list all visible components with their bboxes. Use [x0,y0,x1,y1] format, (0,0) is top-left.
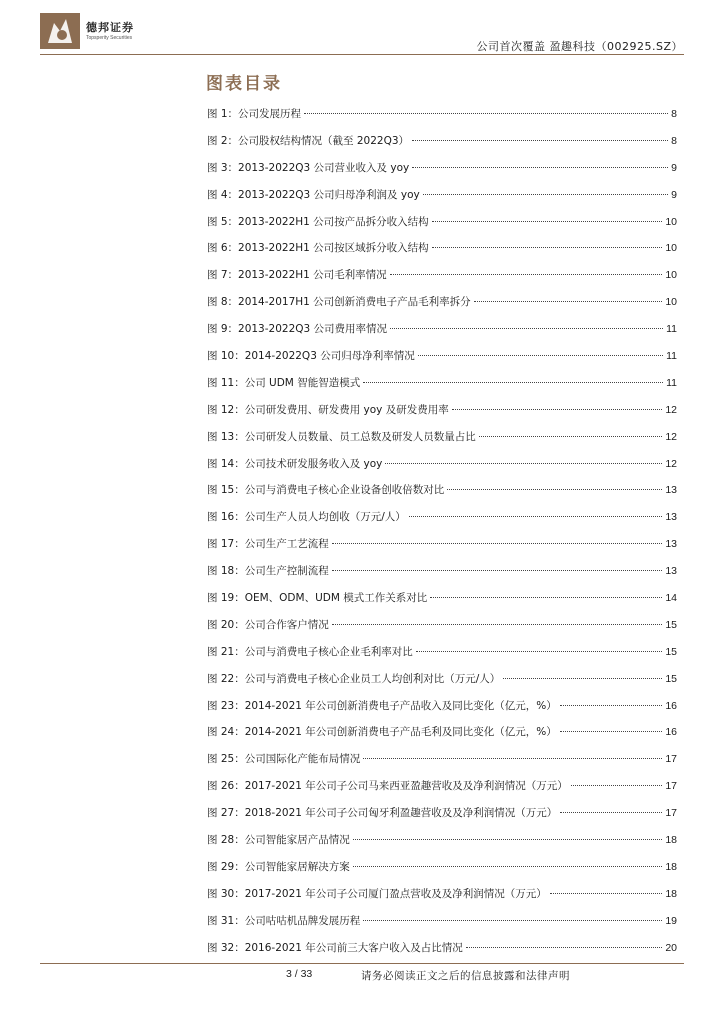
toc-dot-leader [452,409,663,410]
logo-mark-icon [40,13,80,49]
page-number: 3 / 33 [286,968,313,980]
toc-entry[interactable] [207,617,677,644]
toc-entry-page: 9 [671,188,677,201]
toc-dot-leader [353,866,663,867]
toc-entry[interactable] [207,724,677,751]
toc-entry-label: 图 16：公司生产人员人均创收（万元/人） [207,511,406,524]
toc-dot-leader [418,355,663,356]
toc-entry[interactable] [207,402,677,429]
toc-dot-leader [390,274,663,275]
toc-entry-page: 13 [665,538,677,551]
toc-entry-page: 12 [665,457,677,470]
toc-entry[interactable] [207,482,677,509]
toc-dot-leader [390,328,663,329]
toc-entry[interactable] [207,590,677,617]
toc-dot-leader [571,785,663,786]
toc-entry-label: 图 7：2013-2022H1 公司毛利率情况 [207,269,387,282]
toc-entry-page: 9 [671,161,677,174]
toc-entry-page: 11 [666,350,677,363]
toc-entry-page: 15 [665,645,677,658]
toc-dot-leader [560,812,662,813]
toc-dot-leader [503,678,662,679]
footer-divider [40,963,684,964]
toc-entry[interactable] [207,106,677,133]
toc-dot-leader [332,543,663,544]
toc-entry[interactable] [207,214,677,241]
toc-entry-page: 12 [665,403,677,416]
toc-dot-leader [447,489,662,490]
toc-entry-label: 图 21：公司与消费电子核心企业毛利率对比 [207,645,413,658]
toc-entry[interactable] [207,456,677,483]
toc-entry-page: 10 [665,242,677,255]
toc-entry-label: 图 13：公司研发人员数量、员工总数及研发人员数量占比 [207,430,476,443]
toc-entry-page: 11 [666,323,677,336]
toc-dot-leader [560,705,663,706]
toc-entry[interactable] [207,913,677,940]
toc-entry-page: 13 [665,484,677,497]
toc-entry[interactable] [207,751,677,778]
toc-dot-leader [304,113,668,114]
toc-entry-page: 18 [665,834,677,847]
toc-entry-page: 15 [665,672,677,685]
toc-entry-page: 11 [666,376,677,389]
toc-entry[interactable] [207,133,677,160]
toc-dot-leader [332,624,663,625]
toc-entry[interactable] [207,160,677,187]
toc-entry-page: 10 [665,296,677,309]
toc-entry[interactable] [207,536,677,563]
header-divider [40,54,684,55]
toc-dot-leader [412,167,668,168]
section-title: 图表目录 [206,74,282,94]
toc-dot-leader [560,731,663,732]
toc-entry[interactable] [207,348,677,375]
toc-entry-label: 图 15：公司与消费电子核心企业设备创收倍数对比 [207,484,445,497]
toc-entry-page: 19 [665,914,677,927]
table-of-figures [207,106,677,967]
toc-entry-page: 17 [665,753,677,766]
toc-entry-label: 图 25：公司国际化产能布局情况 [207,753,361,766]
toc-dot-leader [430,597,662,598]
toc-dot-leader [432,247,663,248]
toc-entry-label: 图 14：公司技术研发服务收入及 yoy [207,457,383,470]
toc-entry-page: 8 [671,134,677,147]
toc-entry[interactable] [207,671,677,698]
toc-dot-leader [363,758,662,759]
toc-entry-label: 图 3：2013-2022Q3 公司营业收入及 yoy [207,161,410,174]
toc-entry-label: 图 4：2013-2022Q3 公司归母净利润及 yoy [207,188,420,201]
toc-entry-label: 图 31：公司咕咕机品牌发展历程 [207,914,361,927]
toc-dot-leader [466,947,663,948]
toc-entry-page: 13 [665,511,677,524]
toc-entry[interactable] [207,778,677,805]
company-logo [40,13,134,49]
toc-entry-label: 图 28：公司智能家居产品情况 [207,834,350,847]
toc-entry[interactable] [207,832,677,859]
toc-entry-page: 17 [665,780,677,793]
toc-entry[interactable] [207,294,677,321]
toc-dot-leader [332,570,663,571]
toc-entry[interactable] [207,644,677,671]
toc-entry[interactable] [207,187,677,214]
toc-dot-leader [432,221,663,222]
toc-entry-label: 图 11：公司 UDM 智能智造模式 [207,376,361,389]
toc-entry-label: 图 24：2014-2021 年公司创新消费电子产品毛利及同比变化（亿元，%） [207,726,557,739]
toc-dot-leader [353,839,663,840]
toc-dot-leader [550,893,663,894]
toc-entry-label: 图 32：2016-2021 年公司前三大客户收入及占比情况 [207,941,463,954]
toc-entry[interactable] [207,509,677,536]
toc-entry-label: 图 12：公司研发费用、研发费用 yoy 及研发费用率 [207,403,449,416]
toc-entry-label: 图 2：公司股权结构情况（截至 2022Q3） [207,134,410,147]
page-header [0,0,724,56]
toc-dot-leader [423,194,668,195]
toc-entry-page: 15 [665,618,677,631]
toc-entry-page: 17 [665,807,677,820]
toc-entry-page: 12 [665,430,677,443]
toc-dot-leader [474,301,663,302]
toc-entry[interactable] [207,267,677,294]
toc-entry-label: 图 30：2017-2021 年公司子公司厦门盈点营收及及净利润情况（万元） [207,887,547,900]
toc-entry-label: 图 20：公司合作客户情况 [207,618,329,631]
report-title: 公司首次覆盖 盈趣科技（002925.SZ） [476,40,683,53]
footer-disclaimer: 请务必阅读正文之后的信息披露和法律声明 [361,970,570,982]
toc-entry-page: 18 [665,887,677,900]
toc-entry[interactable] [207,563,677,590]
toc-entry-label: 图 1：公司发展历程 [207,108,302,120]
toc-dot-leader [363,382,663,383]
toc-entry-page: 14 [665,592,677,605]
toc-entry[interactable] [207,321,677,348]
toc-entry-label: 图 8：2014-2017H1 公司创新消费电子产品毛利率拆分 [207,296,471,309]
logo-english-name: Topsperity Securities [86,34,133,41]
toc-entry-label: 图 22：公司与消费电子核心企业员工人均创利对比（万元/人） [207,672,501,685]
toc-entry-label: 图 26：2017-2021 年公司子公司马来西亚盈趣营收及及净利润情况（万元） [207,780,568,793]
toc-dot-leader [385,463,662,464]
toc-dot-leader [363,920,662,921]
toc-entry-label: 图 17：公司生产工艺流程 [207,538,329,551]
toc-entry-label: 图 27：2018-2021 年公司子公司匈牙利盈趣营收及及净利润情况（万元） [207,807,558,820]
toc-entry-page: 10 [665,215,677,228]
toc-dot-leader [479,436,663,437]
toc-entry[interactable] [207,375,677,402]
toc-dot-leader [412,140,668,141]
toc-entry-label: 图 29：公司智能家居解决方案 [207,860,350,873]
toc-entry[interactable] [207,429,677,456]
toc-dot-leader [409,516,663,517]
toc-entry-page: 18 [665,860,677,873]
toc-entry-label: 图 23：2014-2021 年公司创新消费电子产品收入及同比变化（亿元，%） [207,699,557,712]
toc-entry-label: 图 10：2014-2022Q3 公司归母净利率情况 [207,350,415,363]
toc-entry-label: 图 5：2013-2022H1 公司按产品拆分收入结构 [207,215,429,228]
toc-entry-label: 图 9：2013-2022Q3 公司费用率情况 [207,323,388,336]
toc-entry[interactable] [207,859,677,886]
toc-entry[interactable] [207,886,677,913]
toc-entry-page: 8 [671,108,677,120]
logo-chinese-name: 德邦证券 [86,20,134,34]
toc-dot-leader [416,651,663,652]
toc-entry-label: 图 6：2013-2022H1 公司按区域拆分收入结构 [207,242,429,255]
toc-entry[interactable] [207,240,677,267]
toc-entry-page: 10 [665,269,677,282]
toc-entry-label: 图 18：公司生产控制流程 [207,565,329,578]
toc-entry-page: 20 [665,941,677,954]
toc-entry-page: 16 [665,699,677,712]
toc-entry[interactable] [207,698,677,725]
toc-entry-label: 图 19：OEM、ODM、UDM 模式工作关系对比 [207,592,428,605]
toc-entry-page: 13 [665,565,677,578]
toc-entry[interactable] [207,805,677,832]
toc-entry-page: 16 [665,726,677,739]
